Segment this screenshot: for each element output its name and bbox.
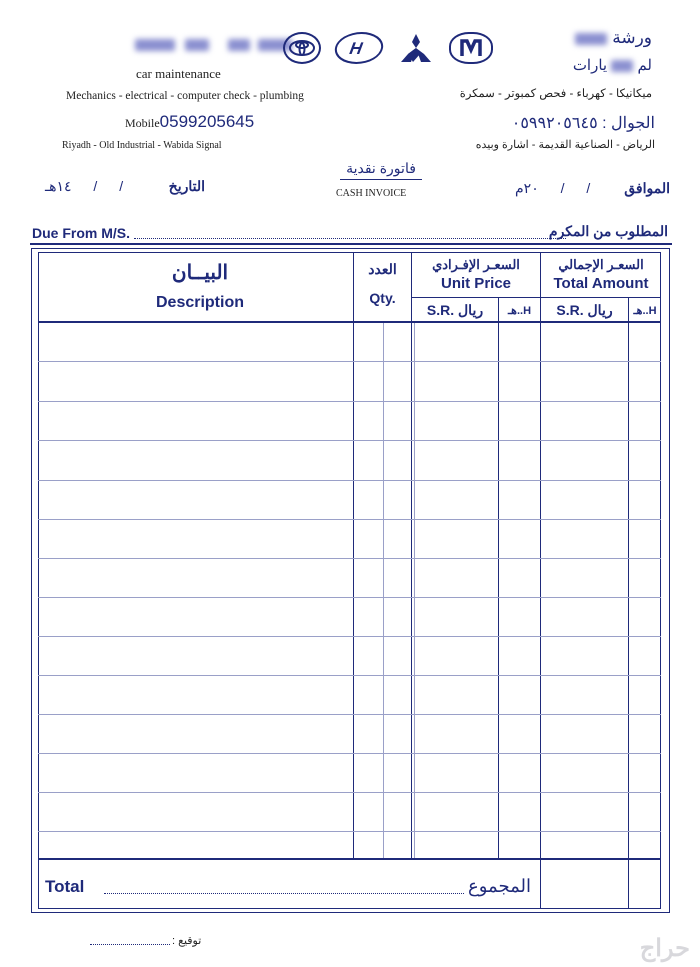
- due-from-rule: [30, 243, 672, 245]
- col-header-qty-en: Qty.: [369, 290, 396, 306]
- table-row: [38, 361, 661, 362]
- total-label-ar: المجموع: [468, 876, 531, 896]
- table-row: [38, 753, 661, 754]
- hijri-date: [45, 178, 205, 195]
- table-row: [38, 792, 661, 793]
- brand-logos: [283, 32, 493, 64]
- col-divider-qty-unit: [411, 252, 412, 858]
- col-divider-unit-total: [540, 252, 541, 909]
- invoice-title-en: CASH INVOICE: [336, 188, 407, 199]
- haraj-watermark: حراج: [639, 935, 690, 962]
- total-dotted-line: [104, 893, 464, 894]
- toyota-logo: [283, 32, 321, 64]
- col-header-total-en: Total Amount: [553, 275, 649, 292]
- unit-h-label: هـ..H: [507, 305, 532, 317]
- services-ar: ميكانيكا - كهرباء - فحص كمبوتر - سمكرة: [459, 88, 652, 100]
- invoice-table-inner: [38, 252, 661, 909]
- isuzu-logo: [449, 32, 493, 64]
- col-divider-desc-qty: [353, 252, 354, 858]
- shop-name-ar-line2: [573, 56, 652, 74]
- shop-name-ar-part1: ورشة: [612, 28, 652, 47]
- table-row: [38, 480, 661, 481]
- shop-name-ar-blur: [575, 33, 607, 45]
- table-row: [38, 401, 661, 402]
- svg-text:H: H: [348, 38, 365, 58]
- hijri-date-label: التاريخ: [168, 178, 205, 194]
- col-header-total-ar: السعـر الإجمالي: [558, 257, 644, 272]
- col-header-desc-en: Description: [155, 294, 244, 311]
- total-row-rule: [38, 858, 661, 860]
- total-h-label: هـ..H: [633, 305, 657, 317]
- table-row: [38, 675, 661, 676]
- mobile-number: 0599205645: [159, 112, 255, 131]
- gregorian-date: [515, 180, 670, 197]
- greg-date-label: الموافق: [624, 180, 670, 196]
- header-bottom-rule: [38, 321, 661, 323]
- header-subrule: [412, 297, 661, 298]
- services-en: Mechanics - electrical - computer check - plumbing: [66, 90, 304, 102]
- table-row: [38, 597, 661, 598]
- due-from-label-en: Due From M/S.: [32, 225, 131, 241]
- due-from-label-ar: المطلوب من المكرم: [548, 223, 668, 239]
- shop-name-ar-part3: يارات: [572, 57, 608, 74]
- col-header-unit-en: Unit Price: [440, 275, 512, 292]
- col-divider-total-sr-h: [628, 298, 629, 909]
- table-row: [38, 636, 661, 637]
- total-sr-label: S.R. ريال: [556, 302, 613, 318]
- col-divider-unit-sr-h: [498, 298, 499, 858]
- col-header-desc-ar: البيــان: [171, 262, 229, 284]
- total-label-en: Total: [45, 877, 85, 896]
- table-row: [38, 440, 661, 441]
- mobile-label: Mobile: [125, 116, 160, 130]
- mobile-en: [125, 112, 254, 132]
- col-header-qty-ar: العدد: [368, 261, 397, 277]
- signature-line: [90, 944, 170, 945]
- shop-name-ar: [575, 28, 652, 48]
- address-en: Riyadh - Old Industrial - Wabida Signal: [62, 140, 222, 151]
- shop-name-ar-part2: لم: [637, 57, 652, 74]
- col-header-unit-ar: السعـر الإفـرادي: [432, 257, 520, 272]
- invoice-title-ar: فاتورة نقدية: [340, 160, 422, 180]
- header-left-blurred-name: [135, 38, 292, 56]
- col-inner-qty: [414, 322, 415, 858]
- address-ar: الرياض - الصناعية القديمة - اشارة وبيده: [475, 139, 655, 151]
- col-inner-desc: [383, 322, 384, 858]
- table-row: [38, 714, 661, 715]
- greg-date-value: / / ٢٠م: [515, 180, 591, 196]
- mobile-ar: الجوال : ٠٥٩٩٢٠٥٦٤٥: [511, 115, 655, 132]
- table-row: [38, 558, 661, 559]
- signature-label: توقيع :: [172, 935, 202, 947]
- hyundai-logo: [332, 32, 386, 64]
- table-row: [38, 831, 661, 832]
- mitsubishi-logo: [397, 32, 435, 64]
- unit-sr-label: S.R. ريال: [426, 302, 484, 318]
- hijri-date-value: / / ١٤هـ: [45, 178, 124, 194]
- table-row: [38, 519, 661, 520]
- due-from-line: [134, 238, 566, 239]
- shop-name-en: car maintenance: [136, 66, 221, 81]
- shop-name-ar-blur2: [611, 60, 633, 72]
